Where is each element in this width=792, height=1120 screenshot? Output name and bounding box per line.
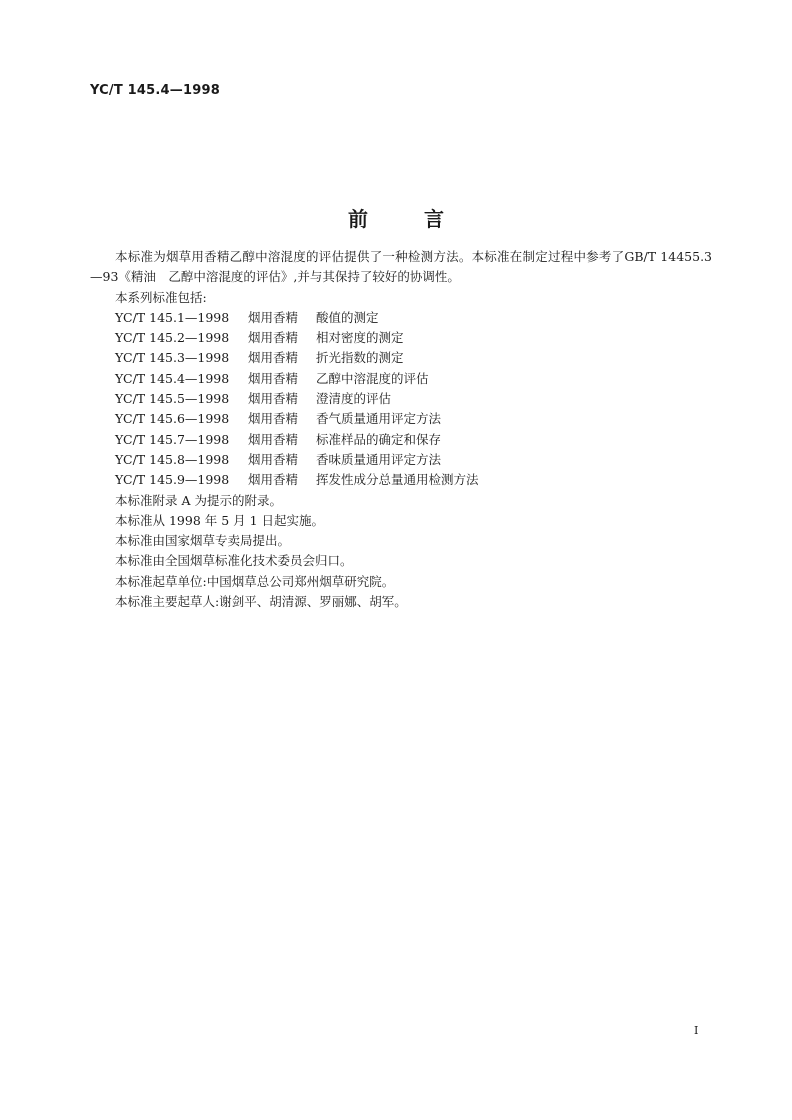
series-name: 香味质量通用评定方法 [316,451,442,467]
series-code: YC/T 145.2—1998 [115,330,230,346]
series-code: YC/T 145.5—1998 [115,391,230,407]
note-line: 本标准由国家烟草专卖局提出。 [115,533,291,549]
series-item [90,470,712,490]
series-name: 酸值的测定 [316,309,379,325]
series-item [90,409,712,429]
note-line: 本标准主要起草人:谢剑平、胡清源、罗丽娜、胡军。 [115,594,407,610]
page-number: I [694,1024,699,1037]
series-item [90,430,712,450]
foreword-body [90,247,712,612]
series-code: YC/T 145.6—1998 [115,411,230,427]
series-category: 烟用香精 [248,330,299,346]
series-item [90,348,712,368]
series-code: YC/T 145.9—1998 [115,472,230,488]
series-code: YC/T 145.4—1998 [115,370,230,386]
series-category: 烟用香精 [248,370,299,386]
series-code: YC/T 145.1—1998 [115,309,230,325]
note-line: 本标准起草单位:中国烟草总公司郑州烟草研究院。 [115,573,395,589]
document-code-header: YC/T 145.4—1998 [90,83,220,98]
series-code: YC/T 145.7—1998 [115,431,230,447]
series-name: 香气质量通用评定方法 [316,411,442,427]
note-line: 本标准附录 A 为提示的附录。 [115,492,282,508]
series-code: YC/T 145.3—1998 [115,350,230,366]
series-category: 烟用香精 [248,350,299,366]
series-name: 相对密度的测定 [316,330,404,346]
series-item [90,369,712,389]
series-category: 烟用香精 [248,309,299,325]
series-name: 澄清度的评估 [316,391,392,407]
page-title: 前言 [348,207,500,231]
series-code: YC/T 145.8—1998 [115,451,230,467]
series-item [90,308,712,328]
note-line: 本标准由全国烟草标准化技术委员会归口。 [115,553,353,569]
series-item [90,328,712,348]
series-name: 挥发性成分总量通用检测方法 [316,472,479,488]
series-item [90,389,712,409]
series-name: 标准样品的确定和保存 [316,431,442,447]
intro-paragraph: 本标准为烟草用香精乙醇中溶混度的评估提供了一种检测方法。本标准在制定过程中参考了GB/T 14455.3—93《精油 乙醇中溶混度的评估》,并与其保持了较好的协调性。 [90,249,712,285]
series-name: 折光指数的测定 [316,350,404,366]
series-category: 烟用香精 [248,391,299,407]
series-item [90,450,712,470]
series-category: 烟用香精 [248,451,299,467]
note-line: 本标准从 1998 年 5 月 1 日起实施。 [115,512,325,528]
series-category: 烟用香精 [248,431,299,447]
series-intro: 本系列标准包括: [115,289,207,305]
series-category: 烟用香精 [248,411,299,427]
series-category: 烟用香精 [248,472,299,488]
series-name: 乙醇中溶混度的评估 [316,370,429,386]
